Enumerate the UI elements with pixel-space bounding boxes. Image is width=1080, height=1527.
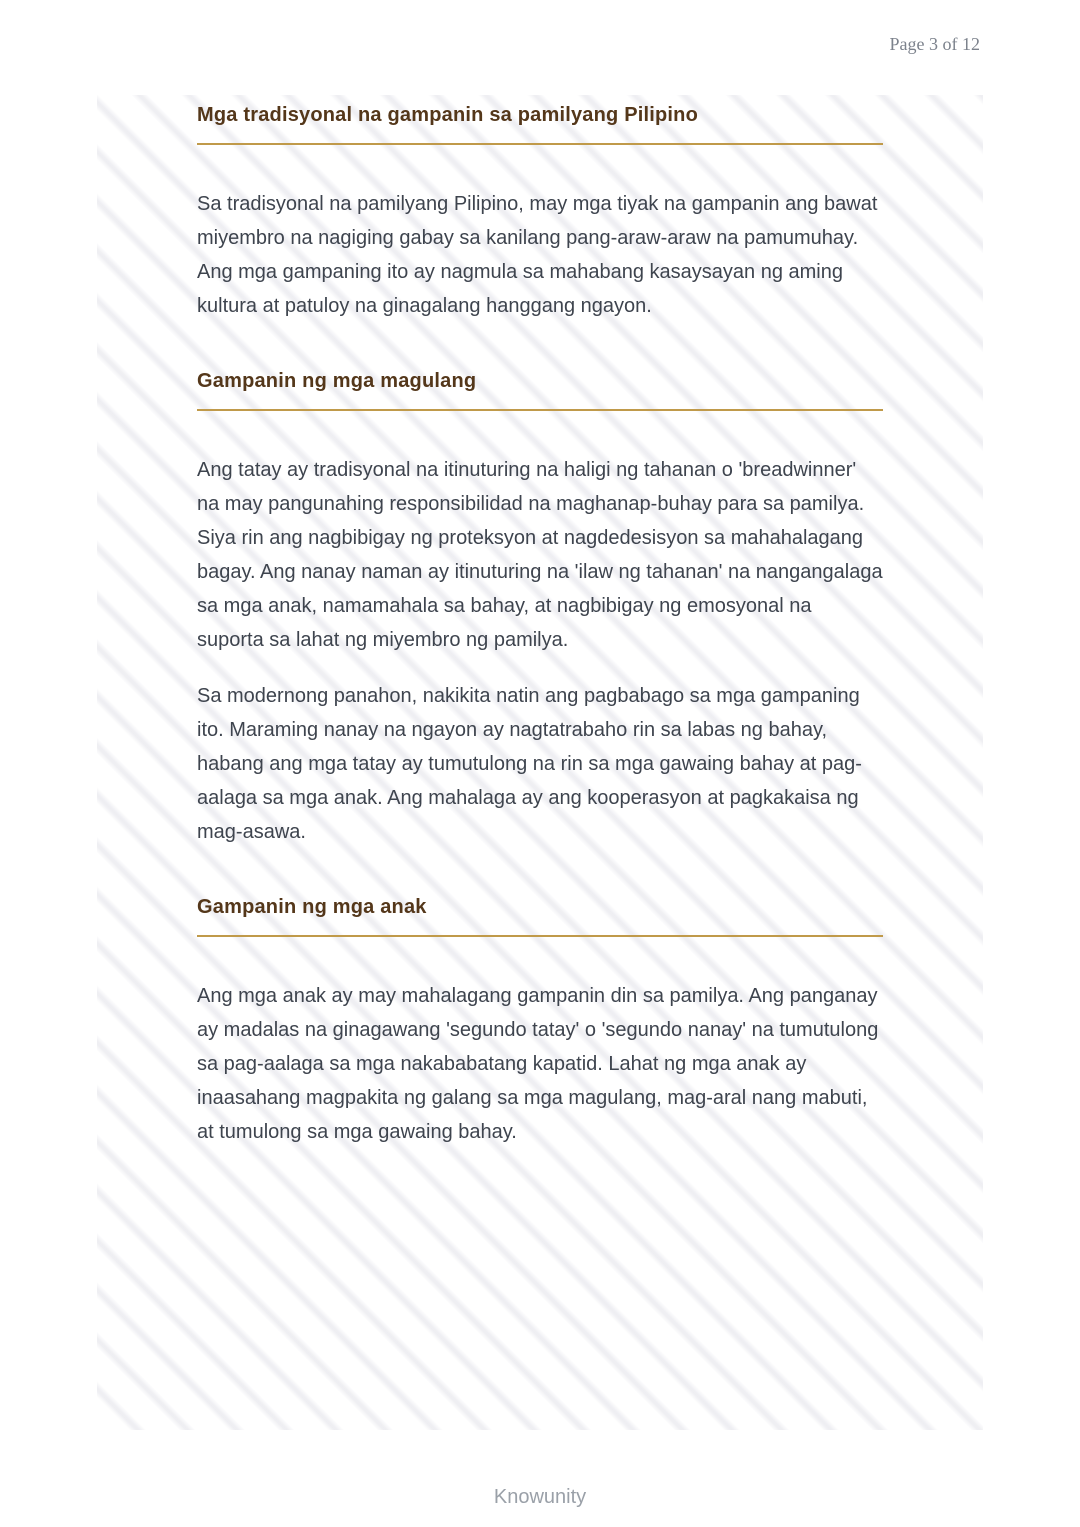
paragraph: Ang mga anak ay may mahalagang gampanin din sa pamilya. Ang panganay ay madalas na ginagawang 'segundo tatay' o 'segundo nanay' na tumutulong sa pag-aalaga sa mga nakababatang kapatid. Lahat ng mga anak ay inaasahang magpakita ng galang sa mga magulang, mag-aral nang mabuti, at tumulong sa mga gawaing bahay.	[197, 985, 879, 1143]
footer-brand: Knowunity	[493, 1486, 587, 1508]
section-heading: Gampanin ng mga magulang	[197, 370, 477, 392]
section-rule	[197, 935, 883, 937]
document-section	[197, 101, 883, 323]
paragraph: Sa modernong panahon, nakikita natin ang pagbabago sa mga gampaning ito. Maraming nanay na ngayon ay nagtatrabaho rin sa labas ng bahay, habang ang mga tatay ay tumutulong na rin sa mga gawaing bahay at pag-aalaga sa mga anak. Ang mahalaga ay ang kooperasyon at pagkakaisa ng mag-asawa.	[197, 685, 862, 843]
section-heading: Mga tradisyonal na gampanin sa pamilyang Pilipino	[197, 104, 699, 126]
section-heading: Gampanin ng mga anak	[197, 896, 427, 918]
document-section	[197, 893, 883, 1149]
paragraph: Sa tradisyonal na pamilyang Pilipino, may mga tiyak na gampanin ang bawat miyembro na nagiging gabay sa kanilang pang-araw-araw na pamumuhay. Ang mga gampaning ito ay nagmula sa mahabang kasaysayan ng aming kultura at patuloy na ginagalang hanggang ngayon.	[197, 193, 878, 317]
document-section	[197, 367, 883, 849]
page-number: Page 3 of 12	[889, 34, 980, 54]
content-card	[97, 95, 983, 1430]
section-rule	[197, 143, 883, 145]
paragraph: Ang tatay ay tradisyonal na itinuturing na haligi ng tahanan o 'breadwinner' na may pangunahing responsibilidad na maghanap-buhay para sa pamilya. Siya rin ang nagbibigay ng proteksyon at nagdedesisyon sa mahahalagang bagay. Ang nanay naman ay itinuturing na 'ilaw ng tahanan' na nangangalaga sa mga anak, namamahala sa bahay, at nagbibigay ng emosyonal na suporta sa lahat ng miyembro ng pamilya.	[197, 459, 883, 651]
section-rule	[197, 409, 883, 411]
